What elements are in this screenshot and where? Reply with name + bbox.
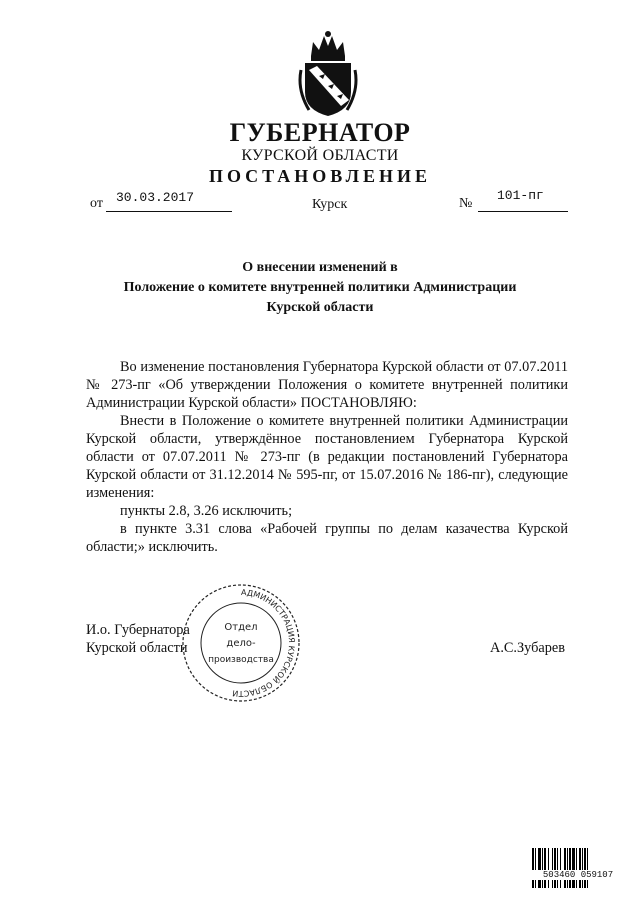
document-subject <box>80 258 560 318</box>
position-line-2: Курской области <box>86 640 188 656</box>
body-paragraph-4: в пункте 3.31 слова «Рабочей группы по делам казачества Курской области;» исключить. <box>86 521 568 555</box>
stamp-line-1: Отдел <box>224 622 258 633</box>
number-prefix: № <box>459 196 473 211</box>
stamp-line-3: производства <box>208 655 274 665</box>
body-paragraph-3: пункты 2.8, 3.26 исключить; <box>120 503 293 519</box>
document-date: 30.03.2017 <box>116 190 195 205</box>
document-type: ПОСТАНОВЛЕНИЕ <box>208 166 432 186</box>
stamp-line-2: дело- <box>226 638 256 649</box>
barcode <box>532 848 624 888</box>
document-city: Курск <box>312 197 348 212</box>
body-paragraph-2: Внести в Положение о комитете внутренней политики Администрации Курской области, утверждённое постановлением Губернатора Курской области от 07.07.2011 № 273-пг (в редакции постановлений Губернатора Курской области от 31.12.2014 № 595-пг, от 15.07.2016 № 186-пг), следующие изменения: <box>86 413 568 501</box>
subject-line-1: О внесении изменений в <box>242 260 398 275</box>
signatory-position <box>86 621 190 657</box>
subject-line-3: Курской области <box>266 300 374 315</box>
position-line-1: И.о. Губернатора <box>86 622 190 638</box>
official-stamp <box>180 582 302 704</box>
stamp-ring-text: АДМИНИСТРАЦИЯ КУРСКОЙ ОБЛАСТИ <box>231 587 297 699</box>
governor-title: ГУБЕРНАТОР <box>229 118 411 147</box>
body-paragraph-1: Во изменение постановления Губернатора Курской области от 07.07.2011 № 273-пг «Об утверждении Положения о комитете внутренней политики Администрации Курской области» ПОСТАНОВЛЯЮ: <box>86 359 568 411</box>
subject-line-2: Положение о комитете внутренней политики Администрации <box>123 280 517 295</box>
signatory-name: А.С.Зубарев <box>490 640 565 656</box>
barcode-number: 503460 059107 <box>532 870 624 880</box>
document-number: 101-пг <box>497 188 544 203</box>
document-body <box>86 358 568 556</box>
date-prefix: от <box>90 196 103 211</box>
coat-of-arms-emblem <box>297 30 359 118</box>
region-name: КУРСКОЙ ОБЛАСТИ <box>241 147 399 164</box>
